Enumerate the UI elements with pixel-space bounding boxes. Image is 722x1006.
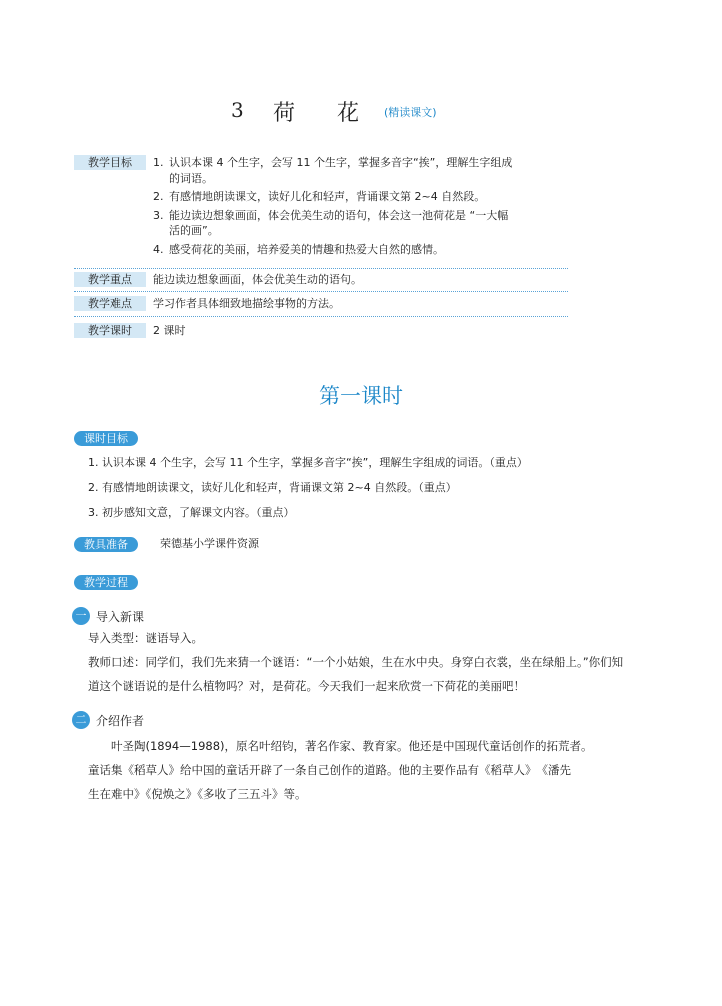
lesson-type-tag: (精读课文) <box>384 106 437 119</box>
title-char-1: 荷 <box>273 101 296 126</box>
teaching-process-pill: 教学过程 <box>74 575 138 590</box>
goal-item: 3. 能边读边想象画面，体会优美生动的语句，体会这一池荷花是 “一大幅 活的画”。 <box>153 208 509 237</box>
teaching-aids-text: 荣德基小学课件资源 <box>160 537 259 550</box>
step-number-badge: 二 <box>72 711 90 729</box>
divider <box>74 291 568 292</box>
key-point-text: 能边读边想象画面，体会优美生动的语句。 <box>153 273 362 286</box>
lesson-goals-list <box>88 454 528 529</box>
class-hours-label: 教学课时 <box>74 323 146 338</box>
title-char-2: 花 <box>337 101 360 126</box>
goal-item: 2. 有感情地朗读课文，读好儿化和轻声，背诵课文第 2~4 自然段。 <box>153 190 486 203</box>
teaching-goals-label: 教学目标 <box>74 155 146 170</box>
difficulty-label: 教学难点 <box>74 296 146 311</box>
lesson-goals-pill: 课时目标 <box>74 431 138 446</box>
step-title: 介绍作者 <box>96 714 145 728</box>
teaching-goals-list <box>153 155 512 260</box>
lesson-goal-item: 2. 有感情地朗读课文，读好儿化和轻声，背诵课文第 2~4 自然段。（重点） <box>88 481 457 494</box>
key-point-label: 教学重点 <box>74 272 146 287</box>
goal-item: 1. 认识本课 4 个生字，会写 11 个生字，掌握多音字“挨”，理解生字组成 的词语。 <box>153 156 513 185</box>
step-paragraph: 叶圣陶(1894—1988)，原名叶绍钧，著名作家、教育家。他还是中国现代童话创作的拓荒者。 童话集《稻草人》给中国的童话开辟了一条自己创作的道路。他的主要作品有《稻草人》 《潘先 生在难中》《倪焕之》《多收了三五斗》等。 <box>88 739 593 801</box>
lesson-goal-item: 1. 认识本课 4 个生字，会写 11 个生字，掌握多音字“挨”，理解生字组成的词语。（重点） <box>88 456 528 469</box>
divider <box>74 316 568 317</box>
section-title: 第一课时 <box>319 384 403 408</box>
step-paragraph: 导入类型：谜语导入。 教师口述：同学们，我们先来猜一个谜语：“一个小姑娘，生在水中央。身穿白衣裳，坐在绿船上。”你们知 道这个谜语说的是什么植物吗？对，是荷花。今天我们一起来欣赏一下荷花的美丽吧！ <box>88 631 624 693</box>
lesson-title <box>0 96 722 126</box>
step-number-badge: 一 <box>72 607 90 625</box>
lesson-number: 3 <box>231 98 244 122</box>
class-hours-text: 2 课时 <box>153 324 186 337</box>
goal-item: 4. 感受荷花的美丽，培养爱美的情趣和热爱大自然的感情。 <box>153 242 444 256</box>
step-title: 导入新课 <box>96 610 145 624</box>
lesson-goal-item: 3. 初步感知文意，了解课文内容。（重点） <box>88 506 295 519</box>
teaching-aids-pill: 教具准备 <box>74 537 138 552</box>
difficulty-text: 学习作者具体细致地描绘事物的方法。 <box>153 297 340 310</box>
divider <box>74 268 568 269</box>
